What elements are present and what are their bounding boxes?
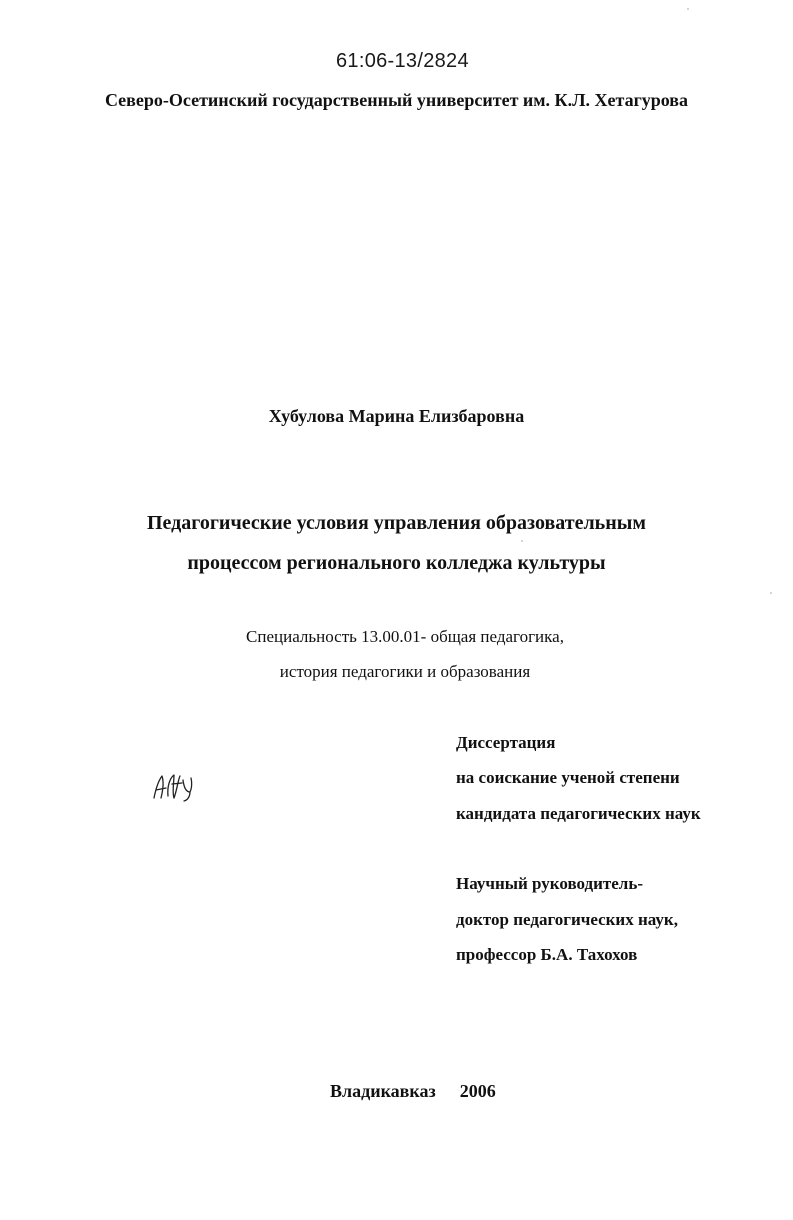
city: Владикавказ (330, 1081, 436, 1101)
dissertation-title-line-2: процессом регионального колледжа культуры (187, 552, 606, 574)
supervisor-name: профессор Б.А. Тахохов (456, 945, 638, 964)
place-and-year (330, 1081, 496, 1102)
university-name: Северо-Осетинский государственный университет им. К.Л. Хетагурова (104, 90, 689, 110)
specialty-line-1: Специальность 13.00.01- общая педагогика, (246, 627, 564, 646)
archive-code: 61:06-13/2824 (336, 50, 469, 72)
scan-speck (687, 8, 689, 10)
supervisor-degree: доктор педагогических наук, (456, 910, 678, 929)
specialty-line-2: история педагогики и образования (279, 662, 531, 681)
dissertation-label: Диссертация (456, 733, 556, 752)
supervisor-label: Научный руководитель- (456, 874, 643, 893)
degree-line-1: на соискание ученой степени (456, 768, 680, 787)
year: 2006 (459, 1081, 496, 1101)
dissertation-title-line-1: Педагогические условия управления образовательным (146, 512, 647, 534)
degree-line-2: кандидата педагогических наук (456, 804, 701, 823)
scan-speck (521, 540, 523, 542)
scan-speck (770, 592, 772, 594)
handwritten-signature (150, 770, 200, 804)
author-name: Хубулова Марина Елизбаровна (268, 406, 525, 426)
